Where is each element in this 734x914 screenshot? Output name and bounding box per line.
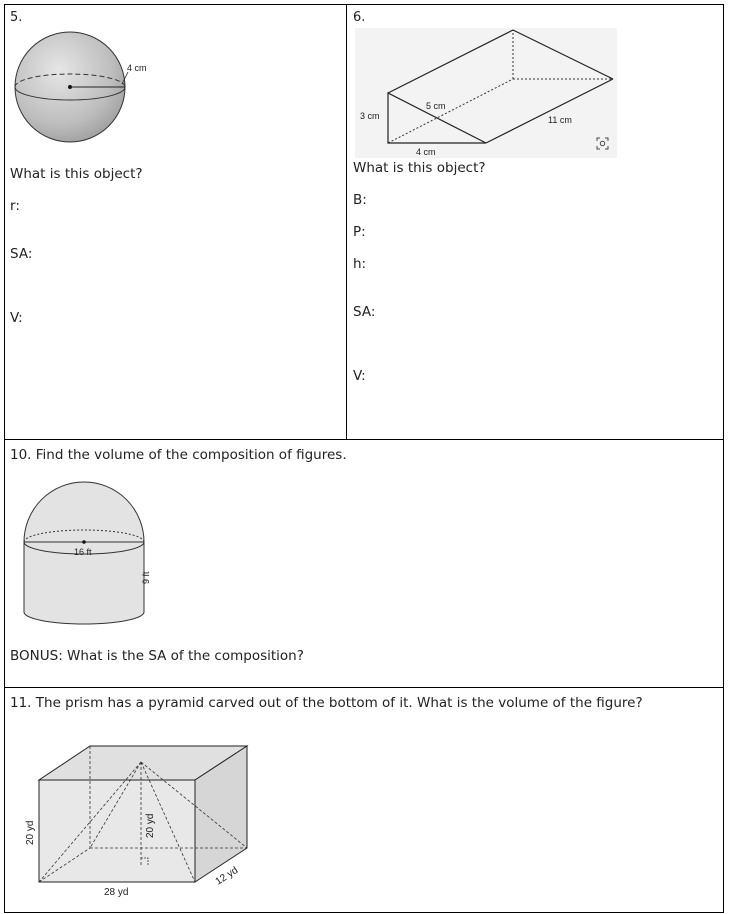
- prism-pyramid-figure: [20, 740, 260, 905]
- problem-11-prompt: 11. The prism has a pyramid carved out of the bottom of it. What is the volume of the figure?: [10, 695, 643, 711]
- problem-5-question: What is this object?: [10, 166, 143, 182]
- cylinder-diameter-label: 16 ft: [74, 547, 92, 557]
- prism-length-label-11: 28 yd: [104, 887, 129, 898]
- problem-6-field-h: h:: [353, 256, 367, 272]
- prism-slant-label: 5 cm: [426, 101, 446, 111]
- problem-6-field-sa: SA:: [353, 304, 376, 320]
- prism-depth-label: 12 yd: [213, 864, 241, 888]
- sphere-radius-label: 4 cm: [127, 63, 147, 73]
- problem-10-bonus: BONUS: What is the SA of the composition?: [10, 648, 304, 664]
- problem-5-field-sa: SA:: [10, 246, 33, 262]
- prism-height-label: 3 cm: [360, 111, 380, 121]
- problem-6-field-p: P:: [353, 224, 366, 240]
- problem-6-field-b: B:: [353, 192, 367, 208]
- problem-6-number: 6.: [353, 10, 366, 25]
- pyramid-height-label: 20 yd: [145, 813, 156, 838]
- prism-base-label: 4 cm: [416, 147, 436, 157]
- cylinder-height-label: 9 ft: [141, 571, 151, 584]
- problem-6-field-v: V:: [353, 368, 366, 384]
- problem-6-question: What is this object?: [353, 160, 486, 176]
- prism-height-label-11: 20 yd: [25, 820, 36, 845]
- triangular-prism-figure: [355, 28, 617, 158]
- cylinder-hemisphere-figure: [20, 478, 160, 630]
- prism-length-label: 11 cm: [548, 115, 572, 125]
- problem-5-number: 5.: [10, 10, 23, 25]
- sphere-figure: [10, 28, 147, 146]
- problem-10-prompt: 10. Find the volume of the composition of figures.: [10, 447, 347, 463]
- problem-5-field-r: r:: [10, 198, 20, 214]
- problem-5-field-v: V:: [10, 310, 23, 326]
